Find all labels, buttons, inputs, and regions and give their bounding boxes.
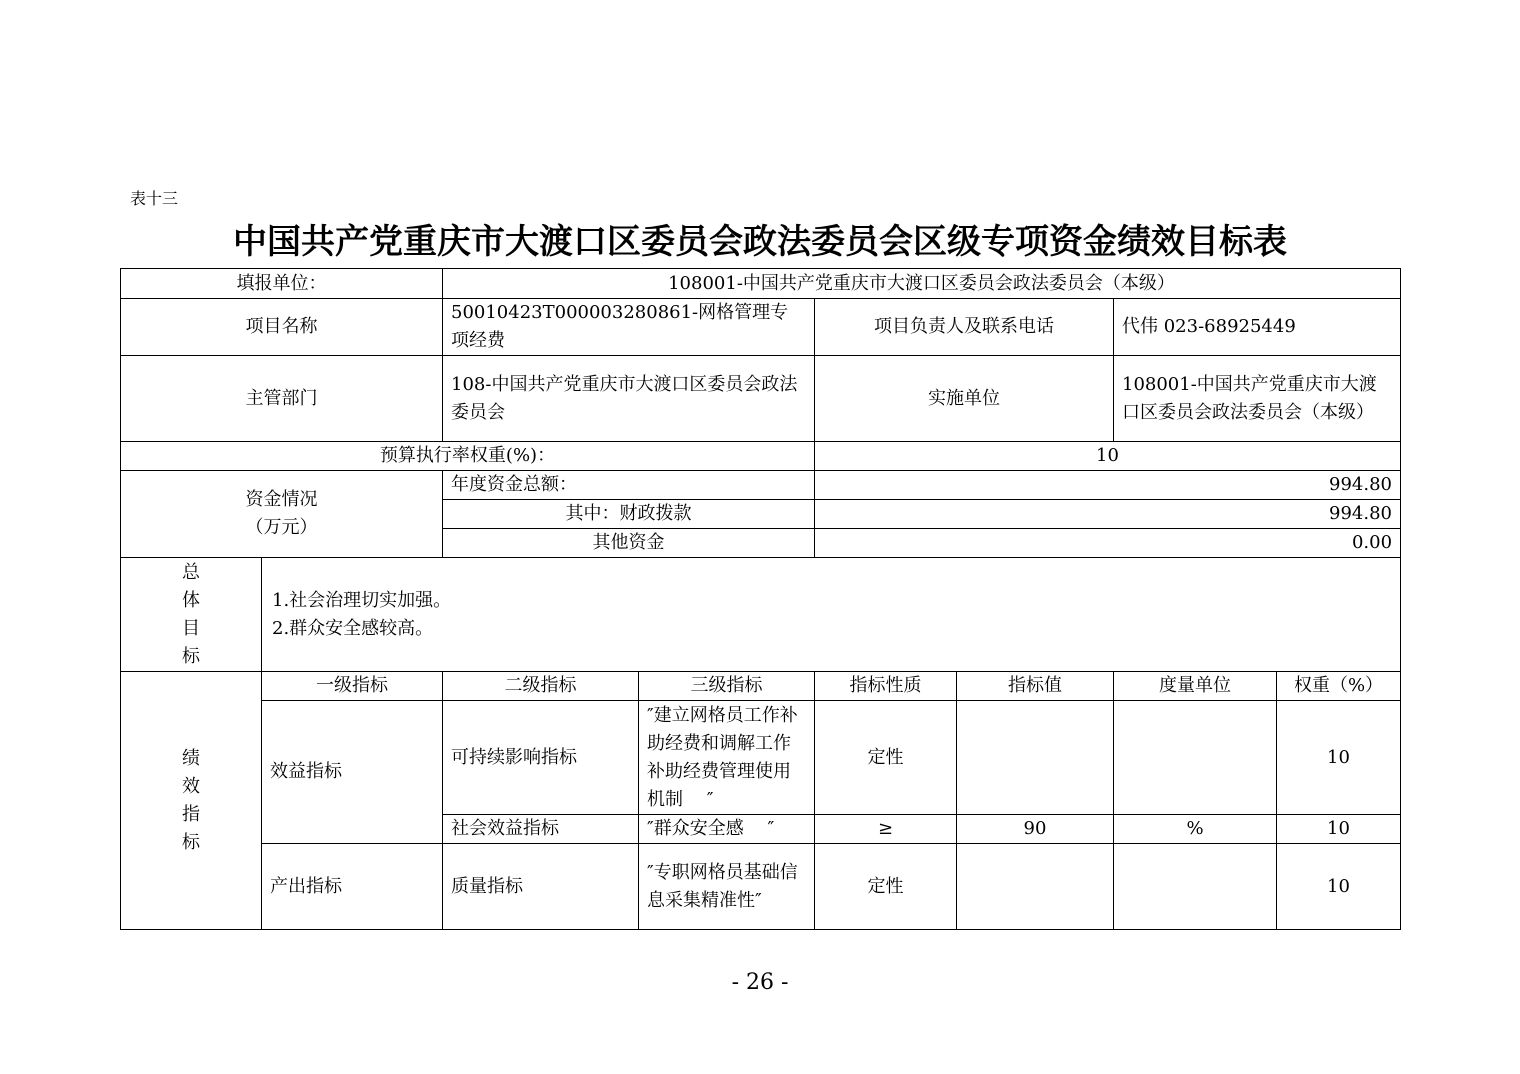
indicator-weight: 10 xyxy=(1277,844,1401,930)
implementing-unit-label: 实施单位 xyxy=(815,356,1114,442)
header-unit: 度量单位 xyxy=(1114,672,1277,701)
funds-row-value: 0.00 xyxy=(815,529,1401,558)
indicator-level1: 产出指标 xyxy=(262,844,443,930)
reporting-unit-label: 填报单位： xyxy=(121,269,443,299)
header-value: 指标值 xyxy=(957,672,1114,701)
overall-goal-line: 2.群众安全感较高。 xyxy=(272,617,434,639)
indicator-header-row xyxy=(121,672,1401,701)
performance-target-table xyxy=(120,268,1401,930)
header-level3: 三级指标 xyxy=(639,672,815,701)
funds-row-label: 其他资金 xyxy=(443,529,815,558)
indicator-value: 90 xyxy=(957,815,1114,844)
indicator-unit: % xyxy=(1114,815,1277,844)
overall-goal-row xyxy=(121,558,1401,672)
performance-indicator-char: 绩 xyxy=(182,747,200,769)
funds-label-line2: （万元） xyxy=(245,517,318,538)
overall-goal-char: 总 xyxy=(182,561,200,583)
header-nature: 指标性质 xyxy=(815,672,957,701)
department-row xyxy=(121,356,1401,442)
indicator-nature: 定性 xyxy=(815,701,957,815)
indicator-value xyxy=(957,701,1114,815)
funds-row xyxy=(121,471,1401,500)
funds-label xyxy=(121,471,443,558)
indicator-row xyxy=(121,844,1401,930)
indicator-row xyxy=(121,701,1401,815)
implementing-unit-value: 108001-中国共产党重庆市大渡口区委员会政法委员会（本级） xyxy=(1114,356,1401,442)
indicator-level1: 效益指标 xyxy=(262,701,443,844)
performance-indicator-label xyxy=(121,672,262,930)
performance-indicator-char: 指 xyxy=(182,803,200,825)
performance-indicator-char: 标 xyxy=(182,831,200,853)
indicator-level2: 社会效益指标 xyxy=(443,815,639,844)
contact-label: 项目负责人及联系电话 xyxy=(815,299,1114,356)
reporting-unit-value: 108001-中国共产党重庆市大渡口区委员会政法委员会（本级） xyxy=(443,269,1401,299)
overall-goal-char: 体 xyxy=(182,589,200,611)
funds-row-label: 其中：财政拨款 xyxy=(443,500,815,529)
header-level1: 一级指标 xyxy=(262,672,443,701)
header-weight: 权重（%） xyxy=(1277,672,1401,701)
indicator-level2: 可持续影响指标 xyxy=(443,701,639,815)
indicator-level3: ″建立网格员工作补助经费和调解工作补助经费管理使用机制 ″ xyxy=(639,701,815,815)
budget-weight-label: 预算执行率权重(%)： xyxy=(121,442,815,471)
reporting-unit-row xyxy=(121,269,1401,299)
overall-goal-label xyxy=(121,558,262,672)
document-title: 中国共产党重庆市大渡口区委员会政法委员会区级专项资金绩效目标表 xyxy=(233,222,1287,262)
budget-weight-value: 10 xyxy=(815,442,1401,471)
indicator-unit xyxy=(1114,701,1277,815)
page-number: - 26 - xyxy=(731,970,789,995)
project-name-row xyxy=(121,299,1401,356)
indicator-weight: 10 xyxy=(1277,701,1401,815)
funds-row-value: 994.80 xyxy=(815,500,1401,529)
department-value: 108-中国共产党重庆市大渡口区委员会政法委员会 xyxy=(443,356,815,442)
indicator-nature: ≥ xyxy=(815,815,957,844)
table-number: 表十三 xyxy=(130,189,179,208)
funds-row-label: 年度资金总额： xyxy=(443,471,815,500)
overall-goal-char: 目 xyxy=(182,617,200,639)
project-name-label: 项目名称 xyxy=(121,299,443,356)
overall-goal-content xyxy=(262,558,1401,672)
funds-label-line1: 资金情况 xyxy=(245,489,318,510)
indicator-value xyxy=(957,844,1114,930)
indicator-level2: 质量指标 xyxy=(443,844,639,930)
funds-row-value: 994.80 xyxy=(815,471,1401,500)
performance-indicator-char: 效 xyxy=(182,775,200,797)
overall-goal-line: 1.社会治理切实加强。 xyxy=(272,589,452,611)
overall-goal-char: 标 xyxy=(182,645,200,667)
indicator-weight: 10 xyxy=(1277,815,1401,844)
header-level2: 二级指标 xyxy=(443,672,639,701)
indicator-nature: 定性 xyxy=(815,844,957,930)
budget-weight-row xyxy=(121,442,1401,471)
department-label: 主管部门 xyxy=(121,356,443,442)
project-name-value: 50010423T000003280861-网格管理专项经费 xyxy=(443,299,815,356)
indicator-level3: ″专职网格员基础信息采集精准性″ xyxy=(639,844,815,930)
indicator-level3: ″群众安全感 ″ xyxy=(639,815,815,844)
indicator-unit xyxy=(1114,844,1277,930)
contact-value: 代伟 023-68925449 xyxy=(1114,299,1401,356)
